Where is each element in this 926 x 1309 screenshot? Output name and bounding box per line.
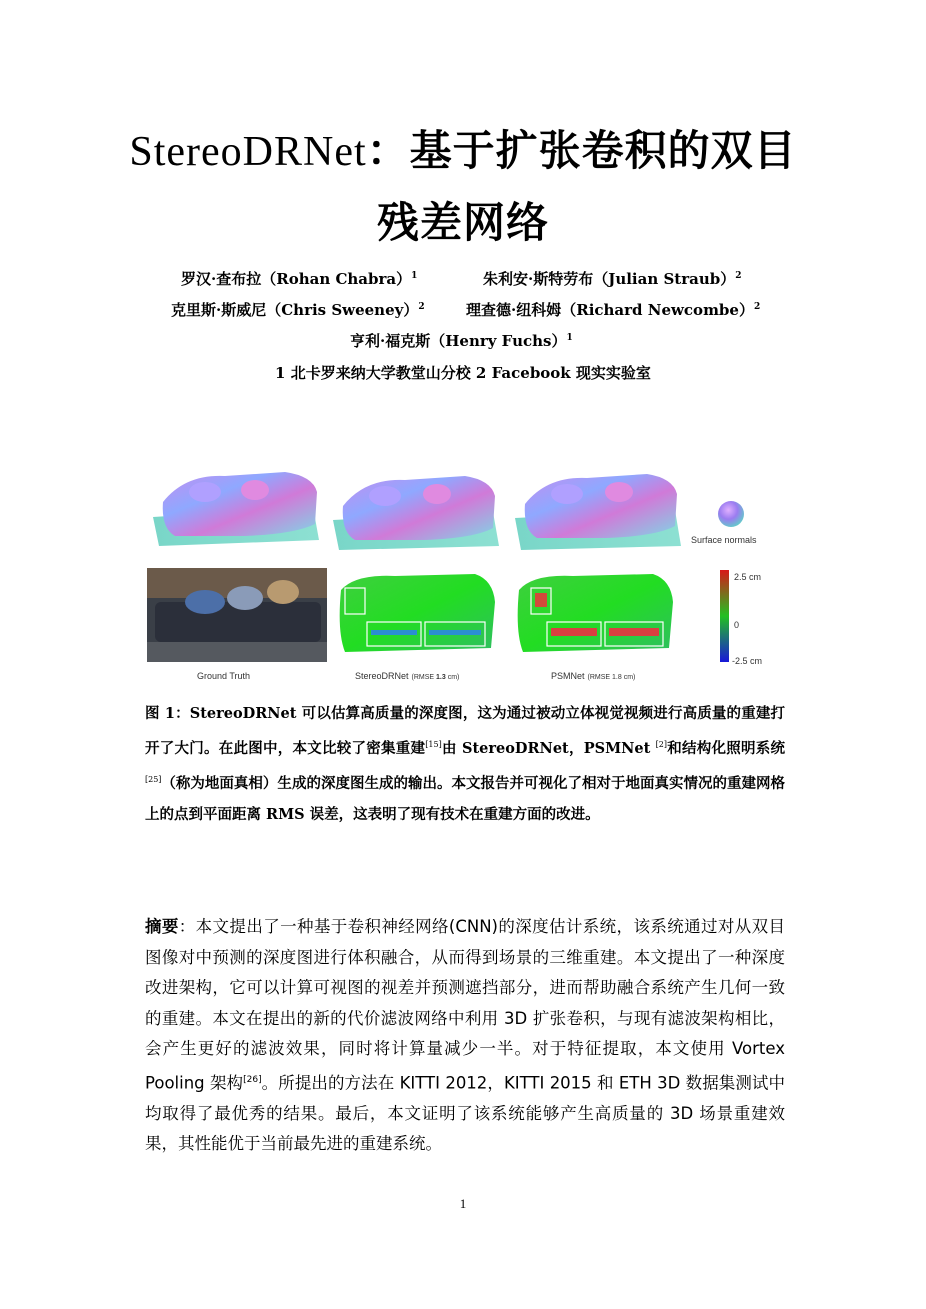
normal-sofa-psmnet: [515, 474, 681, 550]
paper-title-line1: [0, 126, 926, 175]
author-4: 理查德·纽科姆（Richard Newcombe）$^2$: [466, 301, 761, 319]
stereodrnet-label: StereoDRNet (RMSE 1.3 cm): [355, 671, 460, 681]
psmnet-label: PSMNet (RMSE 1.8 cm): [551, 671, 636, 681]
psmnet-error-map: [518, 574, 673, 652]
title-latin: StereoDRNet: [129, 129, 367, 175]
author-1: 罗汉·查布拉（Rohan Chabra）$^1$: [181, 270, 418, 288]
surface-normals-sphere: [718, 501, 744, 527]
normal-sofa-ground-truth: [153, 472, 319, 546]
title-cjk: ：基于扩张卷积的双目: [366, 126, 797, 175]
ground-truth-label: Ground Truth: [197, 671, 251, 681]
abstract: 摘要：本文提出了一种基于卷积神经网络(CNN)的深度估计系统，该系统通过对从双目图像对中预测的深度图进行体积融合，从而得到场景的三维重建。本文提出了一种深度改进架构，它可以计算可视图的视差并预测遮挡部分，进而帮助融合系统产生几何一致的重建。本文在提出的新的代价滤波网络中利用 3D 扩张卷积，与现有滤波架构相比，会产生更好的滤波效果，同时将计算量减少一半。对于特征提取，本文使用 Vortex Pooling 架构[26]。所提出的方法在 KITTI 2012，KITTI 2015 和 ETH 3D 数据集测试中均取得了最优秀的结果。最后，本文证明了该系统能够产生高质量的 3D 场景重建效果，其性能优于当前最先进的重建系统。: [145, 917, 786, 1153]
colorbar-min: -2.5 cm: [732, 656, 763, 666]
ground-truth-photo: [147, 568, 327, 662]
error-colorbar: [720, 570, 729, 662]
page-number: 1: [459, 1196, 467, 1211]
abstract-label: 摘要: [145, 917, 179, 936]
colorbar-max: 2.5 cm: [734, 572, 762, 582]
figure-1: [145, 462, 781, 688]
affiliations: 1 北卡罗来纳大学教堂山分校 2 Facebook 现实实验室: [275, 364, 651, 382]
paper-title-line2: 残差网络: [376, 198, 549, 247]
normal-sofa-stereodrnet: [333, 476, 499, 550]
author-5: 亨利·福克斯（Henry Fuchs）$^1$: [350, 332, 573, 350]
author-3: 克里斯·斯威尼（Chris Sweeney）$^2$: [171, 301, 425, 319]
stereodrnet-error-map: [340, 574, 495, 652]
figure-caption: 图 1：StereoDRNet 可以估算高质量的深度图，这为通过被动立体视觉视频进行高质量的重建打开了大门。在此图中，本文比较了密集重建[15]由 StereoDRNet，PSMNet [2]和结构化照明系统[25]（称为地面真相）生成的深度图生成的输出。本文报告并可视化了相对于地面真实情况的重建网格上的点到平面距离 RMS 误差，这表明了现有技术在重建方面的改进。: [145, 705, 786, 823]
author-2: 朱利安·斯特劳布（Julian Straub）$^2$: [483, 270, 742, 288]
colorbar-mid: 0: [734, 620, 740, 630]
surface-normals-label: Surface normals: [691, 535, 757, 545]
